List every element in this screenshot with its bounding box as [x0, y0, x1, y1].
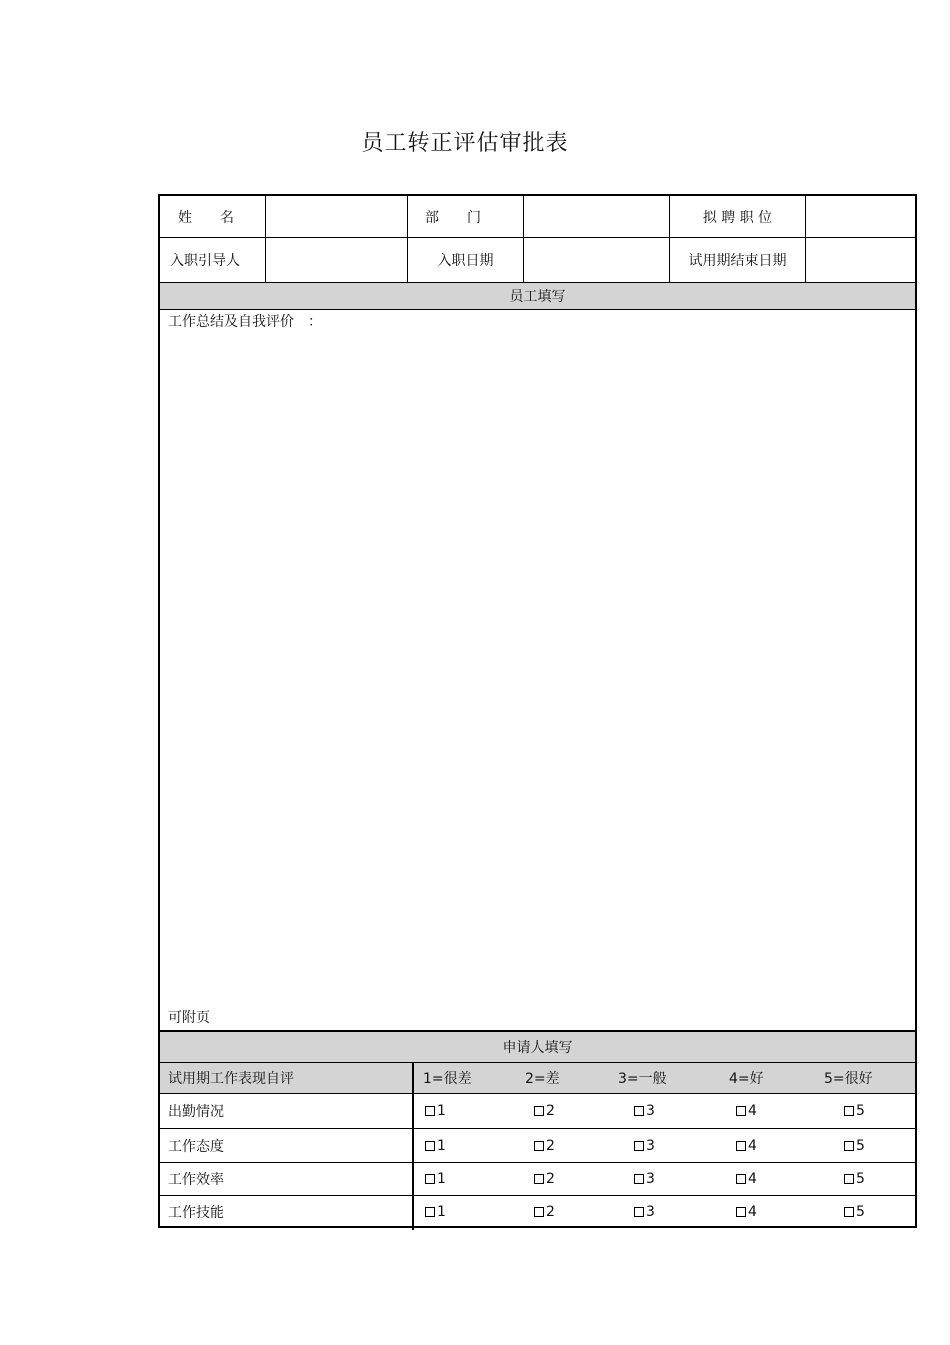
rating-checkbox[interactable]: 2 [534, 1196, 555, 1228]
rating-checkbox[interactable]: 1 [425, 1094, 446, 1128]
department-field[interactable] [524, 196, 669, 237]
rating-checkbox[interactable]: 2 [534, 1094, 555, 1128]
rating-checkbox[interactable]: 5 [844, 1129, 865, 1162]
checkbox-icon [634, 1207, 644, 1217]
probation-end-field[interactable] [806, 238, 917, 282]
checkbox-icon [634, 1174, 644, 1184]
checkbox-icon [534, 1106, 544, 1116]
rating-checkbox[interactable]: 2 [534, 1129, 555, 1162]
scale-3-label: 3=一般 [618, 1071, 667, 1087]
guide-label: 入职引导人 [170, 253, 240, 269]
checkbox-icon [844, 1207, 854, 1217]
scale-2-label: 2=差 [525, 1071, 560, 1087]
rating-checkbox[interactable]: 1 [425, 1129, 446, 1162]
rating-checkbox[interactable]: 4 [736, 1129, 757, 1162]
rating-checkbox[interactable]: 2 [534, 1163, 555, 1195]
checkbox-icon [736, 1174, 746, 1184]
rating-checkbox[interactable]: 1 [425, 1163, 446, 1195]
checkbox-icon [844, 1106, 854, 1116]
entry-date-label: 入职日期 [437, 253, 494, 269]
scale-4-label: 4=好 [729, 1071, 764, 1087]
row-label: 工作技能 [168, 1205, 224, 1221]
name-label: 姓 名 [178, 209, 234, 226]
scale-5-label: 5=很好 [824, 1071, 873, 1087]
checkbox-icon [844, 1174, 854, 1184]
checkbox-icon [634, 1141, 644, 1151]
rating-checkbox[interactable]: 1 [425, 1196, 446, 1228]
guide-field[interactable] [266, 238, 407, 282]
rating-checkbox[interactable]: 3 [634, 1163, 655, 1195]
entry-date-field[interactable] [524, 238, 669, 282]
rating-checkbox[interactable]: 5 [844, 1196, 865, 1228]
position-label: 拟 聘 职 位 [702, 209, 773, 226]
checkbox-icon [736, 1106, 746, 1116]
department-label: 部 门 [425, 209, 481, 226]
row-label: 工作效率 [168, 1172, 224, 1188]
checkbox-icon [425, 1106, 435, 1116]
scale-1-label: 1=很差 [423, 1071, 472, 1087]
checkbox-icon [425, 1174, 435, 1184]
checkbox-icon [736, 1141, 746, 1151]
checkbox-icon [534, 1141, 544, 1151]
rating-checkbox[interactable]: 4 [736, 1094, 757, 1128]
rating-checkbox[interactable]: 5 [844, 1094, 865, 1128]
summary-label: 工作总结及自我评价 ： [168, 314, 322, 330]
probation-end-label: 试用期结束日期 [688, 253, 787, 269]
checkbox-icon [534, 1207, 544, 1217]
rating-checkbox[interactable]: 4 [736, 1196, 757, 1228]
attach-note: 可附页 [168, 1010, 210, 1026]
rating-checkbox[interactable]: 3 [634, 1196, 655, 1228]
summary-textarea[interactable] [164, 334, 911, 1002]
rating-checkbox[interactable]: 3 [634, 1094, 655, 1128]
applicant-section-heading: 申请人填写 [502, 1039, 573, 1056]
checkbox-icon [844, 1141, 854, 1151]
rating-checkbox[interactable]: 3 [634, 1129, 655, 1162]
position-field[interactable] [806, 196, 917, 237]
name-field[interactable] [266, 196, 407, 237]
checkbox-icon [534, 1174, 544, 1184]
self-eval-label: 试用期工作表现自评 [168, 1071, 294, 1087]
form-title: 员工转正评估审批表 [361, 131, 569, 156]
checkbox-icon [634, 1106, 644, 1116]
employee-section-heading: 员工填写 [509, 288, 566, 305]
checkbox-icon [425, 1141, 435, 1151]
approval-form-table [158, 194, 917, 1228]
row-label: 工作态度 [168, 1138, 224, 1155]
rating-checkbox[interactable]: 4 [736, 1163, 757, 1195]
checkbox-icon [425, 1207, 435, 1217]
rating-checkbox[interactable]: 5 [844, 1163, 865, 1195]
checkbox-icon [736, 1207, 746, 1217]
row-label: 出勤情况 [168, 1104, 224, 1120]
